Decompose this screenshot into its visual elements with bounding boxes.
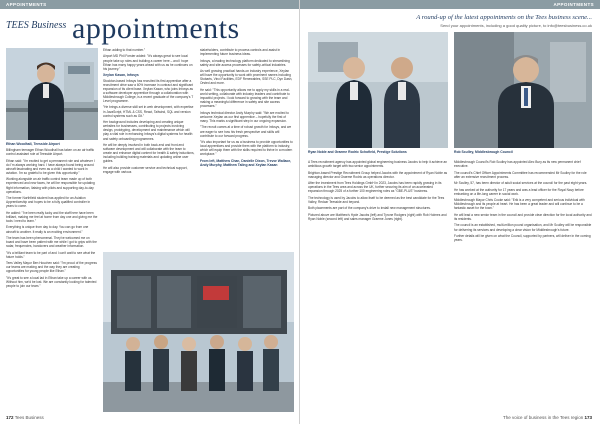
left-col-2: Ethan adding to that number." Airport MD Phil Forster added: "It's always great to see local people take up roles and building a career here – and I hope Ethan has many happy years ahead with us as he continues on his journey." Xeylan Kasan, Infosys Stockton-based Infosys has recruited its first apprentice after a recruitment drive saw a 60% increase in contract and significant expansion of its client base. Xeylan Kasan, who joins Infosys as a software developer apprentice through a collaboration with Middlesbrough College, is a recent graduate of the company's T Level programme. "He brings a diverse skill set in web development, with expertise in JavaScript, HTML & CSS, React, Tailwind, SQL and version control systems such as Git." Her background includes developing and creating unique websites for businesses, contributing to projects involving design, prototyping, development and maintenance which will play a vital role in enhancing Infosys's digital systems for health and safety onboarding programmes. He will be deeply involved in both back-end and front-end software development and will collaborate with the team to create and enhance digital content for health & safety inductions, including building training materials and updating online user guides. He will also provide customer service and technical support, engage with various [103,48,195,174]
right-page [300,0,600,424]
sculley-caption: Rob Sculley, Middlesbrough Council [454,150,513,154]
page-title: appointments [72,12,240,45]
prestige-caption: Ryan Noble and Graeme Rodric Schofield, Prestige Solutions [308,150,407,154]
page-number-left: 172 [6,415,14,420]
sculley-photo [454,32,592,148]
section-head-infosys: Xeylan Kasan, Infosys [103,73,139,78]
prestige-photo [308,32,448,148]
group-caption: From left, Matthew Chan, Danielle Dixon, Trevor Wallace, Andy Murphy, Matthew Taling and Xeylan Kasan [200,158,292,167]
left-col-1-top: Billingham teenager Ethan Woodhall has taken on an air traffic control assistant role at Teesside Airport. Ethan said: "I'm excited to get a permanent role and whatever I do I'm always working hard. I have always found being around aircraft fascinating and even as a child I wanted to work in aviation. I'm so grateful to be given this opportunity." Working alongside an air traffic control team made up of both experienced and new faces, he will be responsible for updating flight information, liaising with pilots and supporting day-to-day operations. The former Northfield student has applied for an Aviation Apprenticeship and hopes to be a fully qualified controller in years to come. He added: "I've been really lucky and the staff here have been brilliant, making me feel at home from day one and giving me the tools I need to learn." Everything is unique from day to day. You can go from one aircraft to another. It really is an exciting environment." The team has been phenomenal. They've welcomed me on board and have been patient with me while I got to grips with the radar, frequencies, handovers and weather information. "It's a brilliant team to be part of and I can't wait to see what the future holds." Tees Valley Mayor Ben Houchen said: "I'm proud of the progress our teams are making and the way they are creating opportunities for young people like Ethan." "It's great to see a local lad in Ethan take up a career with us. Without him, we'd be lost. We are constantly looking for talented people to join our team." [6,148,98,289]
left-folio [6,415,44,420]
infosys-group-photo [103,252,294,412]
section-deck: A round-up of the latest appointments on the Tees business scene... [416,14,592,21]
page-number-right: 173 [584,415,592,420]
right-col-a: A Tees recruitment agency has appointed global engineering business Jacobs to help it achieve an ambitious growth target with two senior appointments. Brighton-based Prestige Recruitment Group helped Jacobs with the appointment of Ryan Noble as managing director and Graeme Rodric as operations director. After the investment from Tees Holdings GmbH in 2023, Jacobs has been rapidly growing in its operations in the Tees area and across the UK, further securing its aim of an accelerated expansion through 2025 of a further 100 engineering roles as "GBE-PLUS" business. The technology is used by Jacobs to allow itself to be deemed as the best candidate for the Tees Valley, Redcar Teesside and beyond. Both placements are part of the company's drive to install new management structures. Pictured above are Matthew's Hyde Jacobs (left) and Tyrone Rodgers (right) with Rob Holmes and Ryan Noble (second left) and sales manager Graeme Jones (right). [308,160,448,221]
masthead [6,12,296,44]
submission-note: Send your appointments, including a good quality picture, to info@teesbusiness.co.uk [440,23,592,28]
ethan-caption: Ethan Woodhall, Teesside Airport [6,142,60,146]
right-running-head: APPOINTMENTS [300,0,600,9]
right-folio [503,415,592,420]
left-col-3: stakeholders, contribute to process controls and assist in implementing future business ideas. Infosys, a leading technology platform dedicated to streamlining safety and site access processes for safety-critical industries. As well growing practical hands-on industry experience, Xeylan will have the opportunity to work with prominent names including Stobarts, Vinci Facilities, EDF Renewables, SSE PLC, Dyn Dash, Orsted and more. He said: "This opportunity allows me to apply my skills in a real-world setting, collaborate with industry leaders and contribute to impactful projects. I look forward to growing with the team and making a meaningful difference in safety and site access processes." Infosys technical director Andy Murphy said: "We are excited to welcome Xeylan as our first apprentice – hopefully the first of many. This marks a significant step in our ongoing expansion. "The recruit comes at a time of robust growth for Infosys, and we are eager to see how his fresh perspective and skills will contribute to our forward progress. "It's also important for us as a business to provide opportunities to local apprentices and provide them with the platform to industry, which will equip them with the skills required to thrive in a modern workplace." From left, Matthew Chan, Danielle Dixon, Trevor Wallace, Andy Murphy, Matthew Taling and Xeylan Kasan [200,48,293,167]
folio-publication-right: The voice of business in the Tees region [503,415,584,420]
right-col-b: Middlesbrough Council's Rob Sculley has appointed Alec Bury as its new permanent chief executive. The council's Chief Officer Appointments Committee has recommended Mr Sculley for the role after an extensive recruitment process. Mr Sculley, 57, has been director of adult social services at the council for the past eight years. He has worked at the authority for 17 years and was a lead officer for the Royal Navy before embarking on a life-long career in social work. Middlesbrough Mayor Chris Cooke said: "Erik is a very competent and serious individual with Middlesbrough and its people at heart. He has been a great leader and will continue to be a fantastic asset for the town." He will lead a new senior team in the council and provide clear direction for the local authority and its residents. The council is an established, multi-million pound organisation, and Mr Sculley will be responsible for delivering its services and developing a clear vision for Middlesbrough's future. Further details will be given on what the Council, supported by partners, will deliver in the coming years. [454,160,592,243]
ethan-photo [6,48,98,140]
left-running-head: APPOINTMENTS [0,0,300,9]
brand-logo: TEES Business [6,20,67,31]
folio-publication-left: Tees Business [14,415,44,420]
